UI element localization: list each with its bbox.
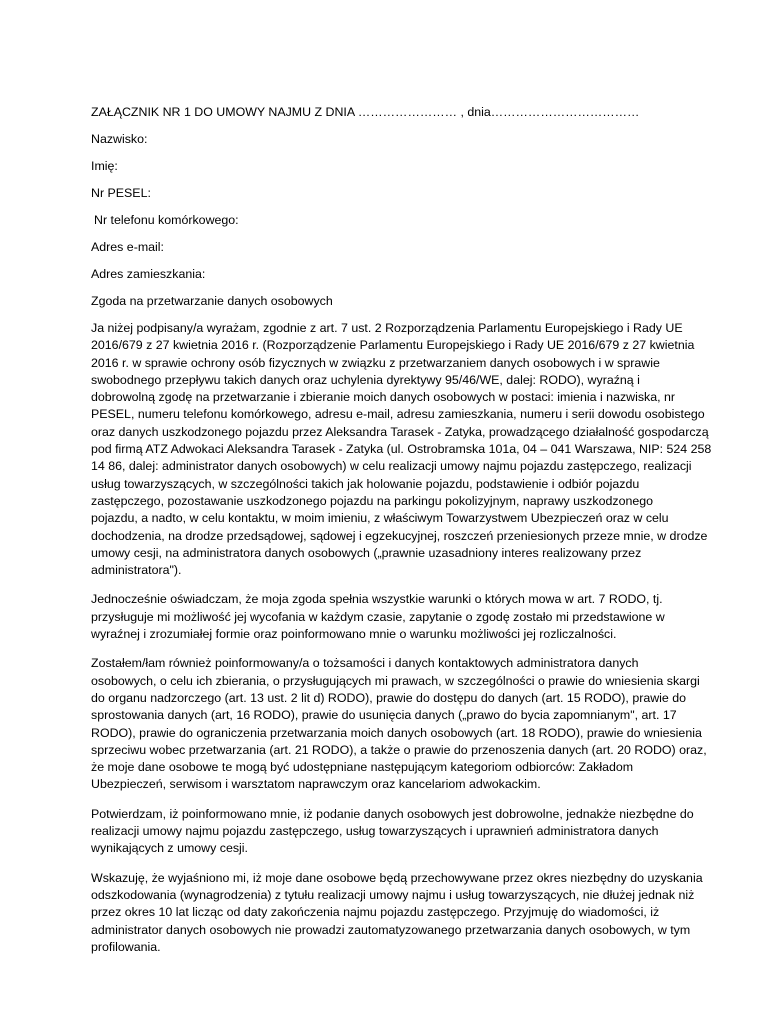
withdrawal-paragraph bbox=[91, 591, 681, 643]
paragraph-line: do organu nadzorczego (art. 13 ust. 2 lit d) RODO), prawie do dostępu do danych (art. 15 RODO), prawie do bbox=[91, 690, 687, 705]
consent-paragraphs bbox=[91, 320, 712, 956]
document-header: ZAŁĄCZNIK NR 1 DO UMOWY NAJMU Z DNIA …………………… , dnia……………………………… bbox=[91, 105, 640, 119]
paragraph-line: dochodzenia, na drodze przedsądowej, sądowej i egzekucyjnej, roszczeń przeniesionych przeze mnie, w drodze bbox=[91, 528, 708, 543]
paragraph-line: umowy cesji, na administratora danych osobowych („prawnie uzasadniony interes realizowany przez bbox=[91, 545, 642, 560]
paragraph-line: że moje dane osobowe te mogą być udostępniane następującym kategoriom odbiorców: Zakładom bbox=[91, 760, 634, 775]
paragraph-line: profilowania. bbox=[91, 939, 161, 954]
paragraph-line: PESEL, numeru telefonu komórkowego, adresu e-mail, adresu zamieszkania, numeru i serii dowodu osobistego bbox=[91, 407, 705, 422]
section-title: Zgoda na przetwarzanie danych osobowych bbox=[91, 294, 333, 308]
paragraph-line: Wskazuję, że wyjaśniono mi, iż moje dane osobowe będą przechowywane przez okres niezbędny do uzyskania bbox=[91, 870, 703, 885]
consent-paragraph bbox=[91, 320, 712, 579]
field-phone: Nr telefonu komórkowego: bbox=[94, 213, 239, 227]
paragraph-line: Ja niżej podpisany/a wyrażam, zgodnie z art. 7 ust. 2 Rozporządzenia Parlamentu Europejskiego i Rady UE bbox=[91, 321, 683, 335]
paragraph-line: pod firmą ATZ Adwokaci Aleksandra Tarasek - Zatyka (ul. Ostrobramska 101a, 04 – 041 Warszawa, NIP: 524 258 bbox=[91, 442, 712, 457]
paragraph-line: przysługuje mi możliwość jej wycofania w każdym czasie, zapytanie o zgodę zostało mi przedstawione w bbox=[91, 609, 665, 624]
paragraph-line: sprzeciwu wobec przetwarzania (art. 21 RODO), a także o prawie do przenoszenia danych (art. 20 RODO) oraz, bbox=[91, 742, 707, 757]
voluntary-paragraph bbox=[91, 806, 694, 858]
document-body bbox=[91, 104, 712, 968]
paragraph-line: 14 86, dalej: administrator danych osobowych) w celu realizacji umowy najmu pojazdu zastępczego, realizacji bbox=[91, 459, 692, 474]
paragraph-line: osobowych, o celu ich zbierania, o przysługujących mi prawach, w szczególności o prawie do wniesienia skargi bbox=[91, 673, 700, 688]
paragraph-line: usług towarzyszących, w szczególności takich jak holowanie pojazdu, podstawienie i odbiór pojazdu bbox=[91, 476, 640, 491]
paragraph-line: Potwierdzam, iż poinformowano mnie, iż podanie danych osobowych jest dobrowolne, jednakże niezbędne do bbox=[91, 806, 694, 821]
rights-paragraph bbox=[91, 655, 707, 793]
paragraph-line: swobodnego przepływu takich danych oraz uchylenia dyrektywy 95/46/WE, dalej: RODO), wyraźną i bbox=[91, 372, 640, 387]
paragraph-line: dobrowolną zgodę na przetwarzanie i zbieranie moich danych osobowych w postaci: imienia i nazwiska, nr bbox=[91, 390, 676, 405]
paragraph-line: odszkodowania (wynagrodzenia) z tytułu realizacji umowy najmu i usług towarzyszących, nie dłużej jednak niż bbox=[91, 887, 695, 902]
paragraph-line: realizacji umowy najmu pojazdu zastępczego, usług towarzyszących i uprawnień administratora danych bbox=[91, 824, 659, 839]
paragraph-line: sprostowania danych (art, 16 RODO), prawie do usunięcia danych („prawo do bycia zapomnianym", art. 17 bbox=[91, 708, 677, 723]
paragraph-line: wyraźnej i zrozumiałej formie oraz poinformowano mnie o warunku możliwości jej rozliczalności. bbox=[91, 627, 617, 642]
paragraph-line: zastępczego, pozostawanie uszkodzonego pojazdu na parkingu pokolizyjnym, naprawy uszkodzonego bbox=[91, 493, 654, 508]
paragraph-line: wynikających z umowy cesji. bbox=[91, 841, 248, 856]
paragraph-line: Ubezpieczeń, serwisom i warsztatom naprawczym oraz kancelariom adwokackim. bbox=[91, 777, 541, 792]
paragraph-line: Zostałem/łam również poinformowany/a o tożsamości i danych kontaktowych administratora danych bbox=[91, 656, 639, 671]
paragraph-line: administratora"). bbox=[91, 563, 182, 578]
paragraph-line: przez okres 10 lat licząc od daty zakończenia najmu pojazdu zastępczego. Przyjmuję do wiadomości, iż bbox=[91, 905, 660, 920]
field-email: Adres e-mail: bbox=[91, 240, 164, 254]
paragraph-line: administrator danych osobowych nie prowadzi zautomatyzowanego przetwarzania danych osobowych, w tym bbox=[91, 922, 691, 937]
paragraph-line: pojazdu, a nadto, w celu kontaktu, w moim imieniu, z właściwym Towarzystwem Ubezpieczeń oraz w celu bbox=[91, 511, 669, 526]
field-pesel: Nr PESEL: bbox=[91, 186, 151, 200]
field-surname: Nazwisko: bbox=[91, 132, 148, 146]
paragraph-line: RODO), prawie do ograniczenia przetwarzania moich danych osobowych (art. 18 RODO), prawie do wniesienia bbox=[91, 725, 702, 740]
paragraph-line: 2016 r. w sprawie ochrony osób fizycznych w związku z przetwarzaniem danych osobowych i w sprawie bbox=[91, 355, 660, 370]
paragraph-line: Jednocześnie oświadczam, że moja zgoda spełnia wszystkie warunki o których mowa w art. 7 RODO, tj. bbox=[91, 592, 663, 607]
field-address: Adres zamieszkania: bbox=[91, 267, 206, 281]
paragraph-line: 2016/679 z 27 kwietnia 2016 r. (Rozporządzenie Parlamentu Europejskiego i Rady UE 2016/679 z 27 kwietnia bbox=[91, 338, 695, 353]
paragraph-line: oraz danych uszkodzonego pojazdu przez Aleksandra Tarasek - Zatyka, prowadzącego działalność gospodarczą bbox=[91, 424, 709, 439]
retention-paragraph bbox=[91, 870, 703, 956]
field-first-name: Imię: bbox=[91, 159, 118, 173]
